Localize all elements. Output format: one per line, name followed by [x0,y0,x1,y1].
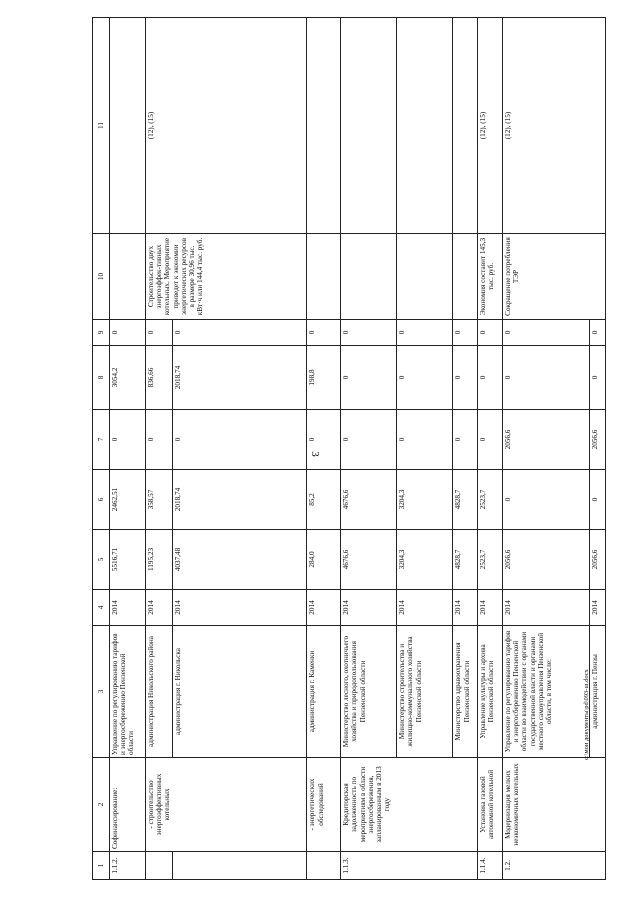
cell-number: 1.2. [502,852,605,880]
cell-result: Экономия составит 145,3 тыс. руб. [477,234,502,320]
cell-executor: Министерство лесного, охотничьего хозяйства и природопользования Пензенской области [341,626,397,758]
table-stage [92,18,606,880]
cell-c7: 2056,6 [590,410,606,470]
cell-c8: 2018,74 [172,346,307,410]
table-row [307,18,341,880]
cell-total: 4037,48 [172,530,307,590]
cell-total: 4676,6 [341,530,397,590]
cell-c8: 0 [590,346,606,410]
cell-c6: 3204,3 [397,470,453,530]
cell-c8: 836,66 [145,346,172,410]
header-cell: 5 [93,530,110,590]
table-row [453,18,478,880]
cell-c7: 0 [307,410,341,470]
header-cell: 11 [93,18,110,234]
header-cell: 4 [93,590,110,626]
cell-executor: Министерство здравоохранения Пензенской области [453,626,478,758]
cell-c7: 0 [109,410,145,470]
cell-year: 2014 [109,590,145,626]
cell-c6: 0 [502,470,590,530]
cell-c7: 0 [453,410,478,470]
cell-year: 2014 [341,590,397,626]
header-cell: 9 [93,320,110,346]
cell-c6: 0 [590,470,606,530]
cell-executor: Управление культуры и архива Пензенской области [477,626,502,758]
cell-result [307,234,341,320]
cell-c6: 85,2 [307,470,341,530]
cell-c7: 0 [145,410,172,470]
cell-c6: 358,57 [145,470,172,530]
cell-year: 2014 [307,590,341,626]
cell-indicator: (12), (15) [502,18,605,234]
cell-c7: 0 [341,410,397,470]
cell-year: 2014 [397,590,453,626]
cell-indicator [397,18,453,234]
cell-c9: 0 [109,320,145,346]
cell-activity: Софинансирование: [109,758,145,852]
cell-c6: 2018,74 [172,470,307,530]
cell-c8: 0 [453,346,478,410]
header-cell: 7 [93,410,110,470]
cell-indicator [109,18,145,234]
cell-number [307,852,341,880]
cell-c9: 0 [453,320,478,346]
cell-executor: администрация г. Каменки [307,626,341,758]
cell-c6: 4828,7 [453,470,478,530]
cell-year: 2014 [453,590,478,626]
cell-c9: 0 [341,320,397,346]
header-row [93,18,110,880]
cell-c7: 0 [397,410,453,470]
cell-c9: 0 [477,320,502,346]
cell-result [397,234,453,320]
cell-c9: 0 [502,320,590,346]
cell-total: 284,0 [307,530,341,590]
cell-activity: Установка газовой автономной котельной [477,758,502,852]
cell-c9: 0 [145,320,172,346]
cell-year: 2014 [502,590,590,626]
cell-year: 2014 [590,590,606,626]
cell-result [341,234,397,320]
cell-total: 2056,6 [590,530,606,590]
cell-c9: 0 [590,320,606,346]
header-cell: 8 [93,346,110,410]
cell-c8: 3054,2 [109,346,145,410]
cell-c8: 0 [341,346,397,410]
cell-total: 5516,71 [109,530,145,590]
cell-c6: 4676,6 [341,470,397,530]
table-row [341,18,397,880]
table-row [502,18,590,880]
cell-executor: Управление по регулированию тарифов и энергосбережению Пензенской области во взаимодействии с органами государственной власти и органами местного самоуправления Пензенской области, в том числе: [502,626,590,758]
cell-activity: - энергетических обследований [307,758,341,852]
cell-indicator [307,18,341,234]
cell-c8: 0 [477,346,502,410]
cell-total: 2523,7 [477,530,502,590]
cell-number [145,852,172,880]
cell-result [453,234,478,320]
cell-total: 2056,6 [502,530,590,590]
cell-indicator: (12), (15) [145,18,307,234]
cell-indicator [453,18,478,234]
cell-c8: 0 [397,346,453,410]
cell-executor: Министерство строительства и жилищно-коммунального хозяйства Пензенской области [397,626,453,758]
cell-executor: администрация г. Пензы [590,626,606,758]
cell-total: 1195,23 [145,530,172,590]
header-cell: 2 [93,758,110,852]
cell-indicator [341,18,397,234]
table-row [477,18,502,880]
header-cell: 1 [93,852,110,880]
cell-year: 2014 [172,590,307,626]
cell-number: 1.1.2. [109,852,145,880]
cell-number [172,852,307,880]
header-cell: 6 [93,470,110,530]
cell-executor: администрация г. Никольска [172,626,307,758]
cell-c8: 198,8 [307,346,341,410]
cell-activity: Модернизация мелких неэкономичных котельных [502,758,605,852]
cell-year: 2014 [477,590,502,626]
cell-c7: 0 [477,410,502,470]
cell-activity: - строительство энергоэффективных котельных [145,758,307,852]
cell-year: 2014 [145,590,172,626]
cell-c9: 0 [397,320,453,346]
cell-executor: администрация Никольского района [145,626,172,758]
cell-result [109,234,145,320]
cell-activity: Кредиторская задолженность по мероприятиям в области энергосбережения, запланированным в 2013 году [341,758,478,852]
cell-number: 1.1.4. [477,852,502,880]
cell-total: 3204,3 [397,530,453,590]
table-row [145,18,172,880]
cell-result: Строительство двух энергоэффек-тивных котельных. Мероприятие приведет к экономии энергетических ресурсов в размере 30,96 тыс. кВт·ч или 144,4 тыс. руб. [145,234,307,320]
cell-c8: 0 [502,346,590,410]
cell-executor: Управление по регулированию тарифов и энергосбережению Пензенской области [109,626,145,758]
cell-c9: 0 [172,320,307,346]
header-cell: 10 [93,234,110,320]
table-row [397,18,453,880]
cell-c6: 2523,7 [477,470,502,530]
table-row [109,18,145,880]
page-number: 3 [309,451,321,457]
cell-result: Сокращение потребления ТЭР [502,234,605,320]
footer-file-path: c:\мои документы\pd\093-ш.docx [583,669,590,760]
cell-c9: 0 [307,320,341,346]
header-cell: 3 [93,626,110,758]
rotated-page [92,18,606,880]
cell-indicator: (12), (15) [477,18,502,234]
program-table [92,17,606,880]
cell-total: 4828,7 [453,530,478,590]
cell-number: 1.1.3. [341,852,478,880]
cell-c6: 2462,51 [109,470,145,530]
cell-c7: 2056,6 [502,410,590,470]
cell-c7: 0 [172,410,307,470]
